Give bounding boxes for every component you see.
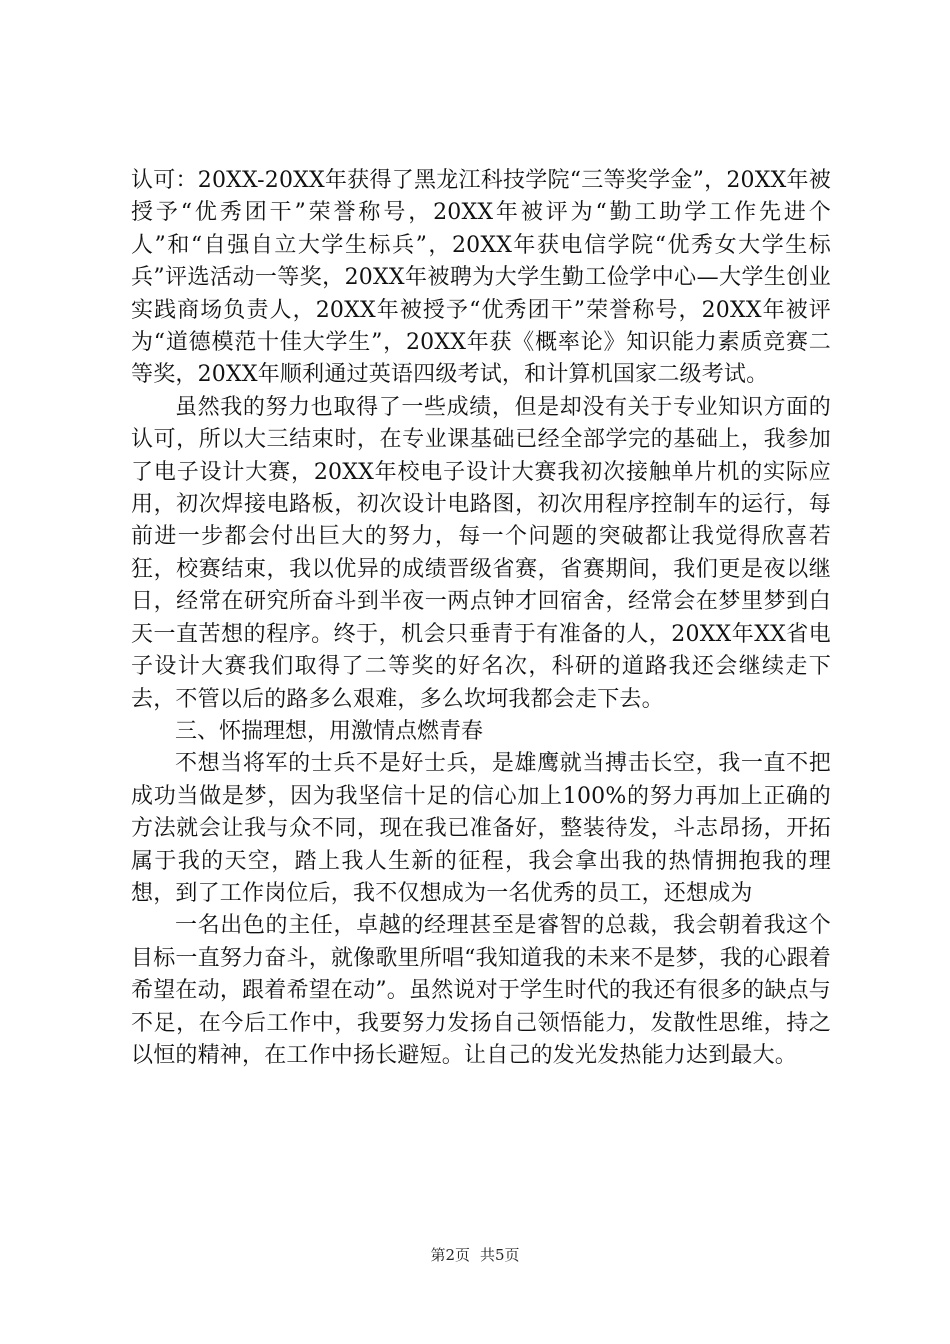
paragraph-ideals: 不想当将军的士兵不是好士兵，是雄鹰就当搏击长空，我一直不把成功当做是梦，因为我坚信十足的信心加上100%的努力再加上正确的方法就会让我与众不同，现在我已准备好，整装待发，斗志昂扬，开拓属于我的天空，踏上我人生新的征程，我会拿出我的热情拥抱我的理想，到了工作岗位后，我不仅想成为一名优秀的员工，还想成为 xyxy=(131,751,831,906)
section-heading: 三、怀揣理想，用激情点燃青春 xyxy=(175,718,484,744)
page-total: 共5页 xyxy=(480,1246,520,1264)
document-body xyxy=(131,165,831,1072)
page-number: 第2页 xyxy=(430,1246,470,1264)
paragraph-career-goals: 一名出色的主任，卓越的经理甚至是睿智的总裁，我会朝着我这个目标一直努力奋斗，就像歌里所唱“我知道我的未来不是梦，我的心跟着希望在动，跟着希望在动”。虽然说对于学生时代的我还有很多的缺点与不足，在今后工作中，我要努力发扬自己领悟能力，发散性思维，持之以恒的精神，在工作中扬长避短。让自己的发光发热能力达到最大。 xyxy=(131,913,831,1068)
paragraph-awards: 认可：20XX-20XX年获得了黑龙江科技学院“三等奖学金”，20XX年被授予“优秀团干”荣誉称号，20XX年被评为“勤工助学工作先进个人”和“自强自立大学生标兵”，20XX年获电信学院“优秀女大学生标兵”评选活动一等奖，20XX年被聘为大学生勤工俭学中心—大学生创业实践商场负责人，20XX年被授予“优秀团干”荣誉称号，20XX年被评为“道德模范十佳大学生”，20XX年获《概率论》知识能力素质竞赛二等奖，20XX年顺利通过英语四级考试，和计算机国家二级考试。 xyxy=(131,168,831,388)
paragraph-electronic-design-contest: 虽然我的努力也取得了一些成绩，但是却没有关于专业知识方面的认可，所以大三结束时，在专业课基础已经全部学完的基础上，我参加了电子设计大赛，20XX年校电子设计大赛我初次接触单片机的实际应用，初次焊接电路板，初次设计电路图，初次用程序控制车的运行，每前进一步都会付出巨大的努力，每一个问题的突破都让我觉得欣喜若狂，校赛结束，我以优异的成绩晋级省赛，省赛期间，我们更是夜以继日，经常在研究所奋斗到半夜一两点钟才回宿舍，经常会在梦里梦到白天一直苦想的程序。终于，机会只垂青于有准备的人，20XX年XX省电子设计大赛我们取得了二等奖的好名次，科研的道路我还会继续走下去，不管以后的路多么艰难，多么坎坷我都会走下去。 xyxy=(131,394,831,712)
page-footer xyxy=(0,1244,950,1265)
